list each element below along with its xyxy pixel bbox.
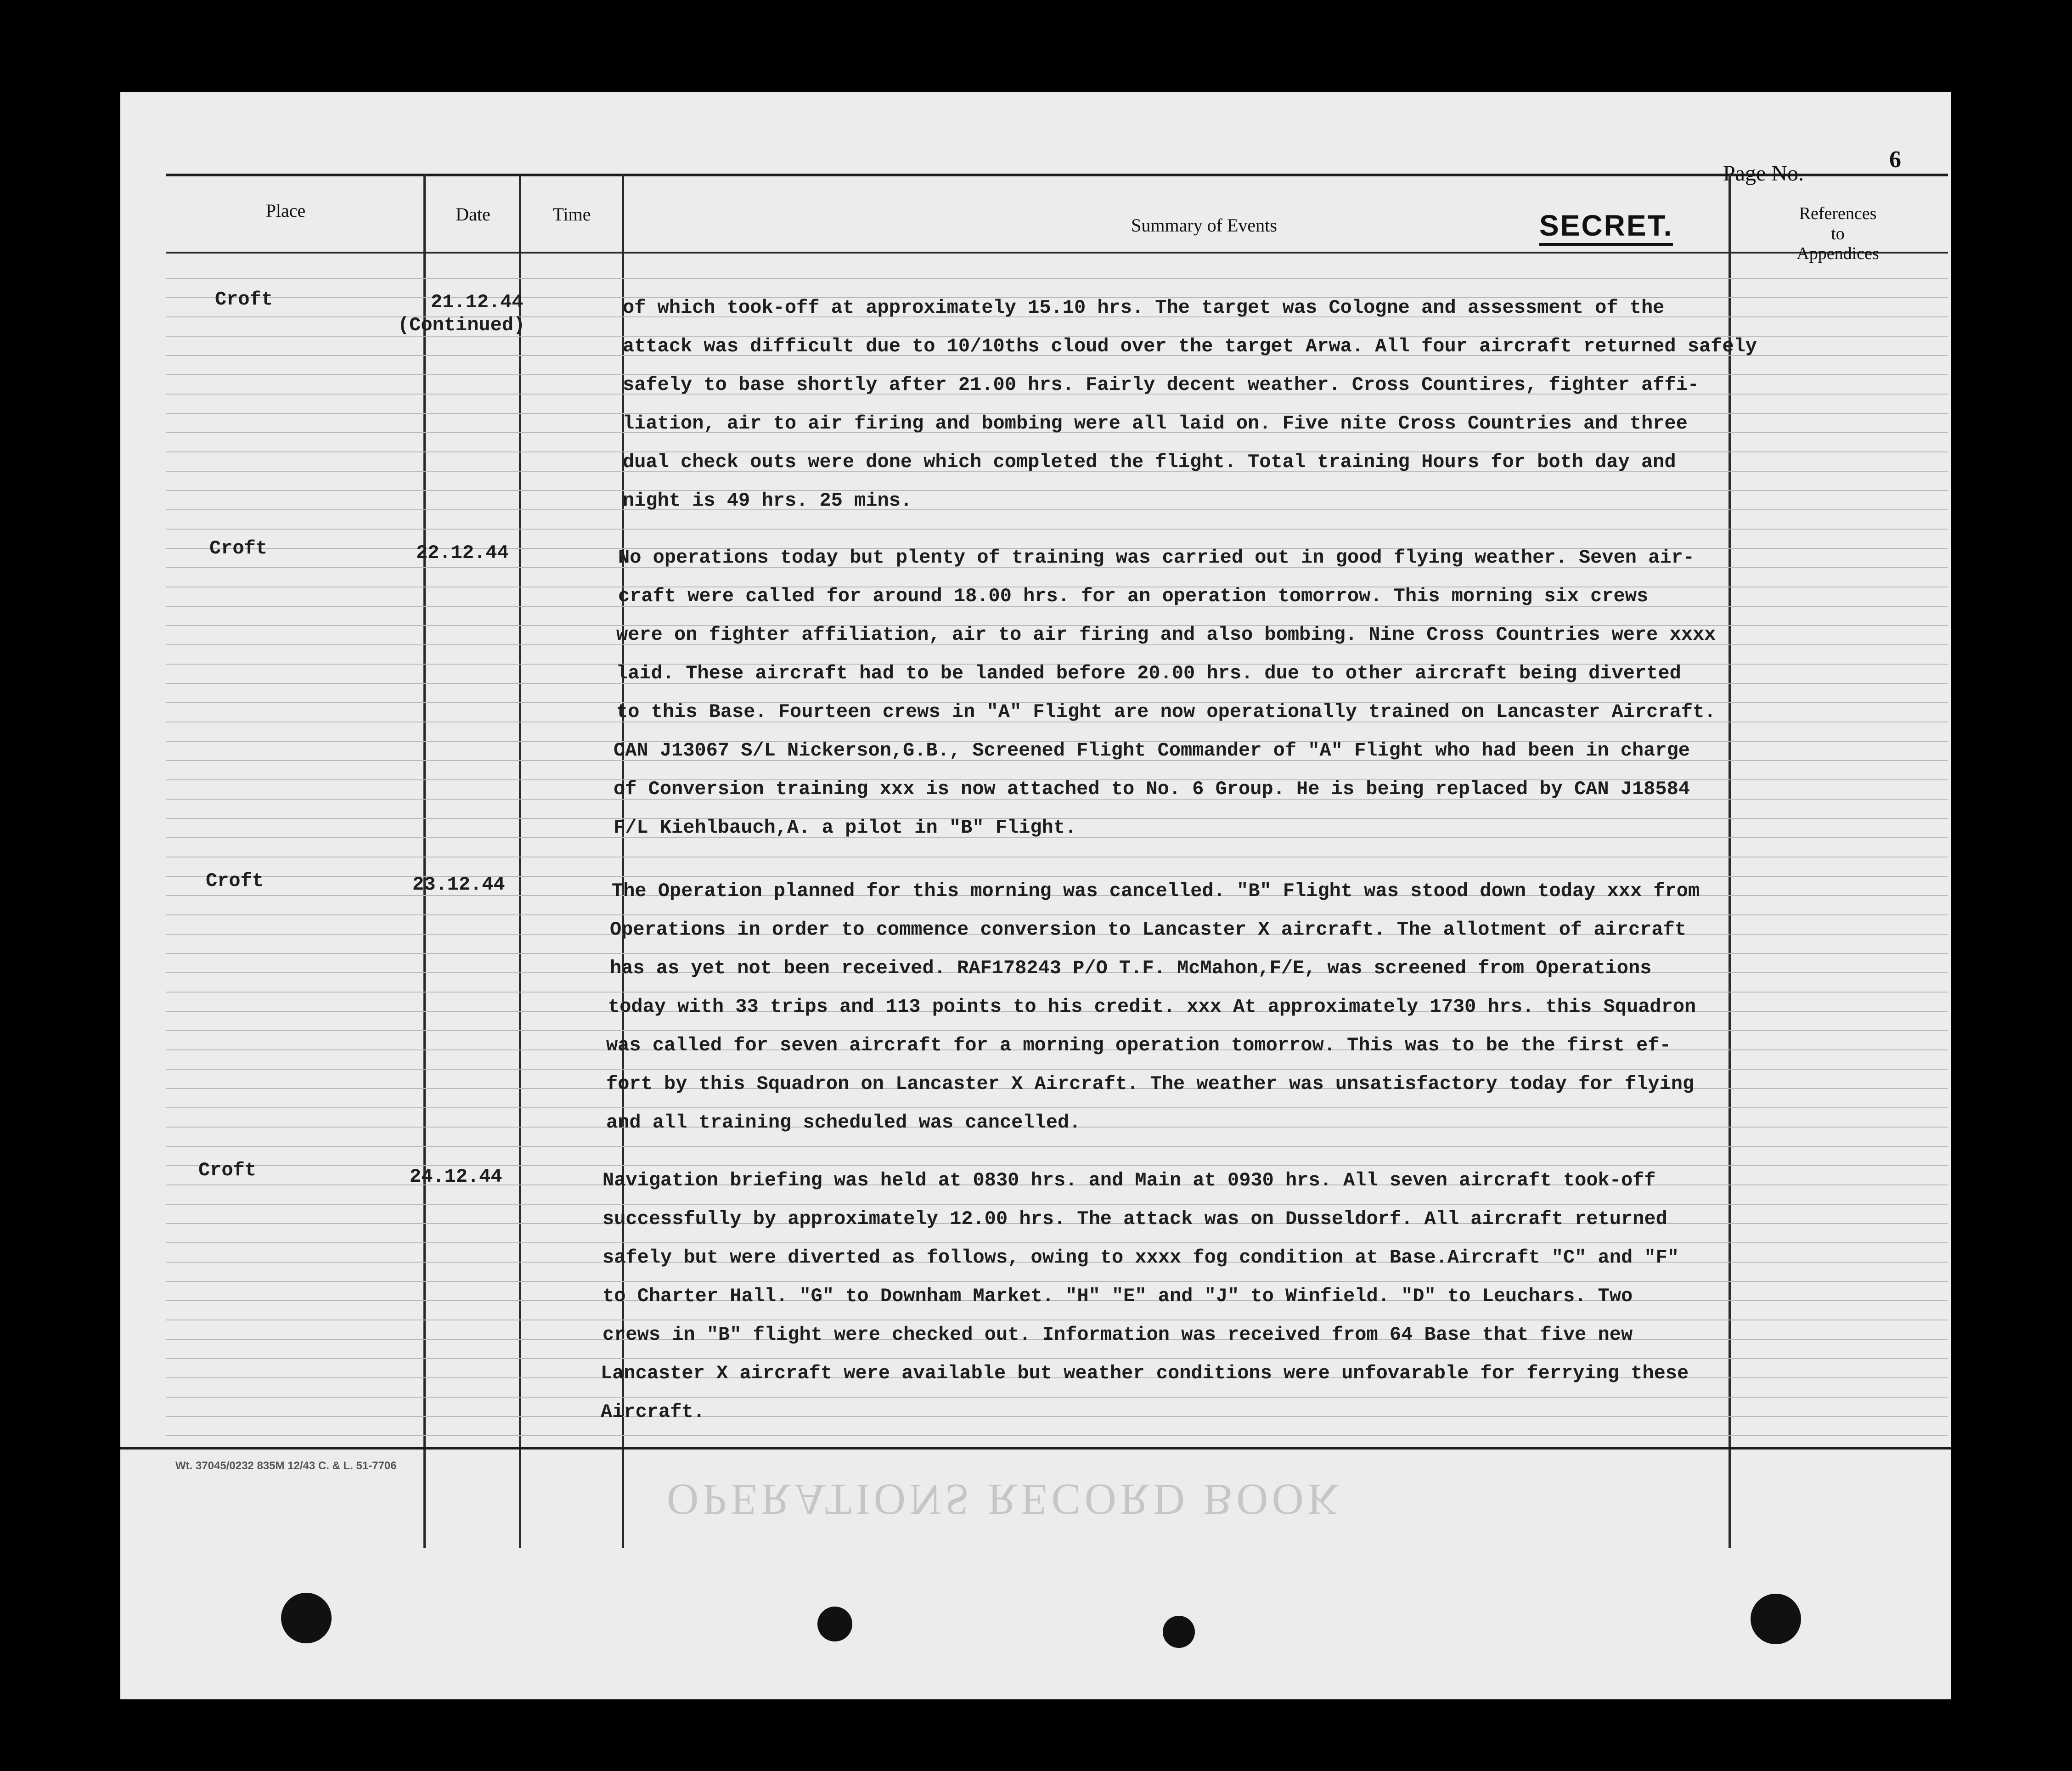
ruled-line — [166, 1435, 1948, 1436]
references-column-header — [1737, 204, 1939, 264]
ruled-line — [166, 1146, 1948, 1147]
page-number-label: Page No. — [1723, 161, 1804, 186]
column-divider-place-date — [423, 175, 426, 1548]
summary-line: CAN J13067 S/L Nickerson,G.B., Screened Flight Commander of "A" Flight who had been in charge — [614, 739, 1690, 761]
punch-hole — [281, 1593, 332, 1643]
summary-line: liation, air to air firing and bombing were all laid on. Five nite Cross Countries and three — [623, 412, 1688, 434]
summary-line: No operations today but plenty of training was carried out in good flying weather. Seven air- — [618, 547, 1695, 569]
header-bottom-rule — [166, 252, 1948, 254]
ruled-line — [166, 953, 1948, 954]
summary-line: attack was difficult due to 10/10ths cloud over the target Arwa. All four aircraft returned safely — [623, 335, 1757, 357]
entry-date: 23.12.44 — [412, 874, 505, 896]
bottom-rule — [120, 1447, 1951, 1450]
place-column-header: Place — [265, 200, 306, 221]
ruled-line — [166, 1416, 1948, 1417]
summary-line: of which took-off at approximately 15.10 hrs. The target was Cologne and assessment of the — [623, 297, 1665, 319]
summary-line: to Charter Hall. "G" to Downham Market. "H" "E" and "J" to Winfield. "D" to Leuchars. Two — [602, 1285, 1633, 1307]
summary-line: to this Base. Fourteen crews in "A" Flight are now operationally trained on Lancaster Aircraft. — [616, 701, 1716, 723]
summary-line: and all training scheduled was cancelled. — [606, 1111, 1081, 1134]
summary-line: laid. These aircraft had to be landed before 20.00 hrs. due to other aircraft being diverted — [616, 662, 1681, 684]
secret-stamp: SECRET. — [1539, 210, 1673, 246]
form-code: Wt. 37045/0232 835M 12/43 C. & L. 51-7706 — [175, 1460, 397, 1472]
entry-date: 22.12.44 — [416, 542, 509, 564]
date-column-header: Date — [456, 204, 490, 225]
ruled-line — [166, 914, 1948, 915]
summary-line: of Conversion training xxx is now attached to No. 6 Group. He is being replaced by CAN J18584 — [614, 778, 1690, 800]
summary-line: Navigation briefing was held at 0830 hrs. and Main at 0930 hrs. All seven aircraft took-off — [602, 1169, 1656, 1191]
summary-line: was called for seven aircraft for a morning operation tomorrow. This was to be the first ef- — [606, 1034, 1671, 1056]
summary-line: The Operation planned for this morning was cancelled. "B" Flight was stood down today xxx from — [612, 880, 1700, 902]
ruled-line — [166, 1030, 1948, 1031]
summary-line: craft were called for around 18.00 hrs. for an operation tomorrow. This morning six crews — [618, 585, 1649, 607]
punch-hole — [1751, 1594, 1801, 1644]
ruled-line — [166, 529, 1948, 530]
summary-line: night is 49 hrs. 25 mins. — [623, 490, 912, 512]
summary-line: Lancaster X aircraft were available but weather conditions were unfovarable for ferrying these — [601, 1362, 1689, 1384]
entry-place: Croft — [215, 288, 273, 310]
column-divider-date-time — [519, 175, 521, 1548]
ruled-line — [166, 1107, 1948, 1108]
ruled-line — [166, 278, 1948, 279]
ruled-line — [166, 490, 1948, 491]
entry-date: 21.12.44 — [431, 291, 524, 313]
punch-hole — [1163, 1616, 1195, 1648]
ruled-line — [166, 509, 1948, 510]
references-header-line3: Appendices — [1796, 244, 1879, 264]
mirrored-book-title: OPERATIONS RECORD BOOK — [667, 1475, 1343, 1524]
summary-line: Aircraft. — [601, 1401, 705, 1423]
references-header-line1: References — [1799, 204, 1877, 223]
ruled-line — [166, 1204, 1948, 1205]
references-header-line2: to — [1831, 224, 1845, 243]
top-rule — [166, 174, 1948, 176]
record-sheet — [120, 92, 1951, 1699]
ruled-line — [166, 992, 1948, 993]
summary-line: F/L Kiehlbauch,A. a pilot in "B" Flight. — [614, 817, 1077, 839]
summary-line: dual check outs were done which completed the flight. Total training Hours for both day and — [623, 451, 1676, 473]
summary-line: today with 33 trips and 113 points to his credit. xxx At approximately 1730 hrs. this Squadron — [608, 996, 1696, 1018]
time-column-header: Time — [552, 204, 591, 225]
ruled-line — [166, 1397, 1948, 1398]
punch-hole — [817, 1607, 852, 1641]
ruled-line — [166, 1069, 1948, 1070]
entry-place: Croft — [206, 870, 264, 892]
entry-place: Croft — [198, 1159, 257, 1181]
column-divider-summary-references — [1729, 175, 1731, 1548]
summary-line: fort by this Squadron on Lancaster X Aircraft. The weather was unsatisfactory today for flying — [606, 1073, 1695, 1095]
entry-date: 24.12.44 — [410, 1166, 502, 1188]
ruled-line — [166, 1281, 1948, 1282]
entry-date-note: (Continued) — [398, 314, 525, 336]
ruled-line — [166, 1242, 1948, 1243]
summary-line: crews in "B" flight were checked out. Information was received from 64 Base that five new — [602, 1324, 1633, 1346]
summary-line: successfully by approximately 12.00 hrs. The attack was on Dusseldorf. All aircraft returned — [602, 1208, 1667, 1230]
summary-line: Operations in order to commence conversion to Lancaster X aircraft. The allotment of aircraft — [610, 919, 1686, 941]
page-number: 6 — [1889, 147, 1901, 173]
summary-line: safely but were diverted as follows, owing to xxxx fog condition at Base.Aircraft "C" and "F" — [602, 1246, 1679, 1269]
entry-place: Croft — [209, 537, 268, 559]
summary-line: safely to base shortly after 21.00 hrs. Fairly decent weather. Cross Countires, fighter affi- — [623, 374, 1699, 396]
ruled-line — [166, 1358, 1948, 1359]
summary-line: were on fighter affiliation, air to air firing and also bombing. Nine Cross Countries were xxxx — [616, 624, 1716, 646]
summary-line: has as yet not been received. RAF178243 P/O T.F. McMahon,F/E, was screened from Operations — [610, 957, 1652, 979]
summary-column-header: Summary of Events — [1131, 215, 1277, 236]
